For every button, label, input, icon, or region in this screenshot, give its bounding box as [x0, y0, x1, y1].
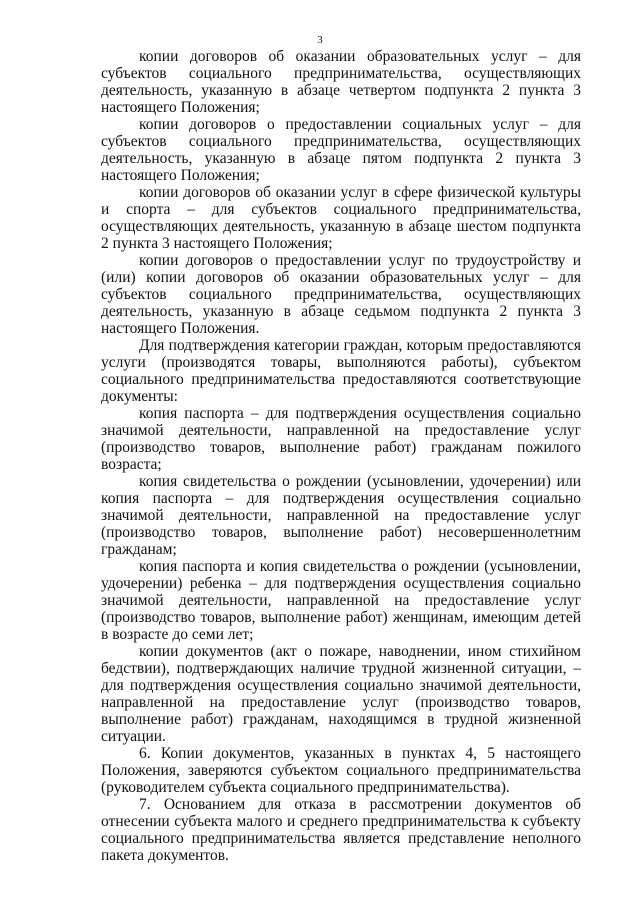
paragraph: Для подтверждения категории граждан, которым предоставляются услуги (производятся товары, выполняются работы), субъектом социального предпринимательства предоставляются соответствующие документы: — [101, 337, 581, 405]
paragraph: копия паспорта – для подтверждения осуществления социально значимой деятельности, направленной на предоставление услуг (производство товаров, выполнение работ) гражданам пожилого возраста; — [101, 405, 581, 473]
paragraph: копии договоров о предоставлении услуг по трудоустройству и (или) копии договоров об оказании образовательных услуг – для субъектов социального предпринимательства, осуществляющих деятельность, указанную в абзаце седьмом подпункта 2 пункта 3 настоящего Положения. — [101, 252, 581, 337]
paragraph: копии договоров об оказании образовательных услуг – для субъектов социального предпринимательства, осуществляющих деятельность, указанную в абзаце четвертом подпункта 2 пункта 3 настоящего Положения; — [101, 48, 581, 116]
paragraph: 6. Копии документов, указанных в пунктах 4, 5 настоящего Положения, заверяются субъектом социального предпринимательства (руководителем субъекта социального предпринимательства). — [101, 745, 581, 796]
paragraph: копии документов (акт о пожаре, наводнении, ином стихийном бедствии), подтверждающих наличие трудной жизненной ситуации, – для подтверждения осуществления социально значимой деятельности, направленной на предоставление услуг (производство товаров, выполнение работ) гражданам, находящимся в трудной жизненной ситуации. — [101, 643, 581, 745]
paragraph: копии договоров о предоставлении социальных услуг – для субъектов социального предпринимательства, осуществляющих деятельность, указанную в абзаце пятом подпункта 2 пункта 3 настоящего Положения; — [101, 116, 581, 184]
paragraph: 7. Основанием для отказа в рассмотрении документов об отнесении субъекта малого и среднего предпринимательства к субъекту социального предпринимательства является представление неполного пакета документов. — [101, 796, 581, 864]
paragraph: копия паспорта и копия свидетельства о рождении (усыновлении, удочерении) ребенка – для подтверждения осуществления социально значимой деятельности, направленной на предоставление услуг (производство товаров, выполнение работ) женщинам, имеющим детей в возрасте до семи лет; — [101, 558, 581, 643]
paragraph: копии договоров об оказании услуг в сфере физической культуры и спорта – для субъектов социального предпринимательства, осуществляющих деятельность, указанную в абзаце шестом подпункта 2 пункта 3 настоящего Положения; — [101, 184, 581, 252]
document-body — [101, 48, 581, 864]
page-number: 3 — [317, 34, 323, 46]
paragraph: копия свидетельства о рождении (усыновлении, удочерении) или копия паспорта – для подтверждения осуществления социально значимой деятельности, направленной на предоставление услуг (производство товаров, выполнение работ) несовершеннолетним гражданам; — [101, 473, 581, 558]
